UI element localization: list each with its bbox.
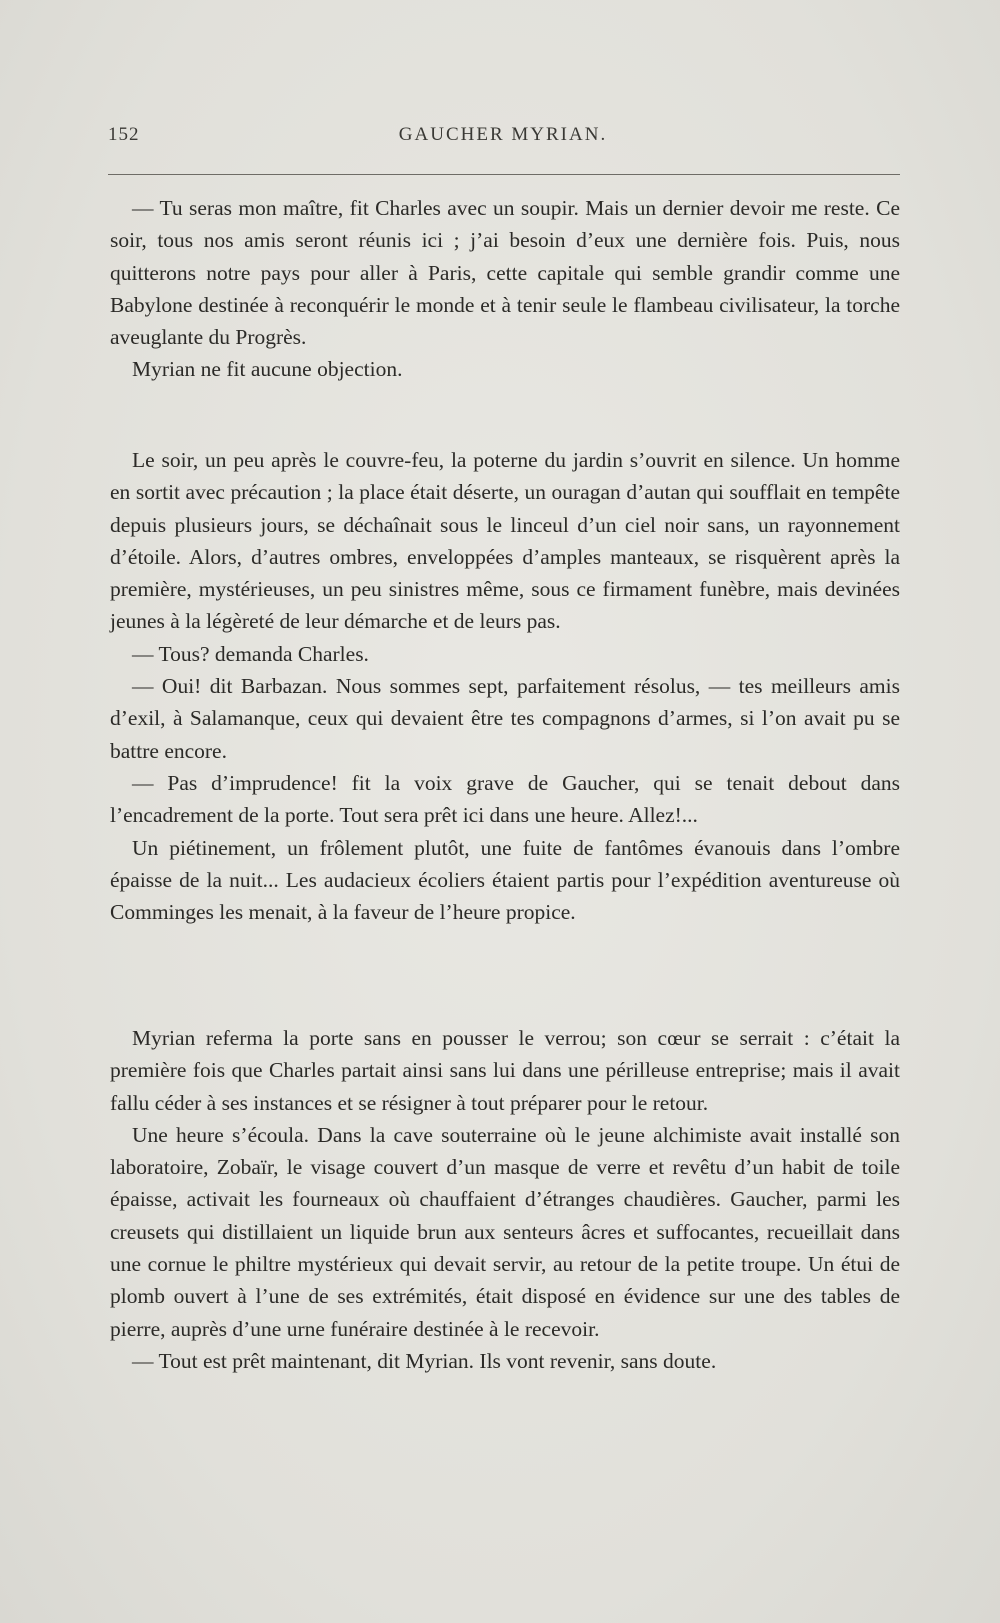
text-section-1 bbox=[110, 192, 900, 386]
paragraph: Le soir, un peu après le couvre-feu, la poterne du jardin s’ouvrit en silence. Un homme en sortit avec précaution ; la place était déserte, un ouragan d’autan qui soufflait en tempête depuis plusieurs jours, se déchaînait sous le linceul d’un ciel noir sans, un rayonnement d’étoile. Alors, d’autres ombres, enveloppées d’amples manteaux, se risquèrent après la première, mystérieuses, un peu sinistres même, sous ce firmament funèbre, mais devinées jeunes à la légèreté de leur démarche et de leurs pas. bbox=[110, 448, 900, 634]
paragraph: — Pas d’imprudence! fit la voix grave de Gaucher, qui se tenait debout dans l’encadrement de la porte. Tout sera prêt ici dans une heure. Allez!... bbox=[110, 770, 900, 828]
paragraph: Myrian referma la porte sans en pousser le verrou; son cœur se serrait : c’était la première fois que Charles partait ainsi sans lui dans une périlleuse entreprise; mais il avait fallu céder à ses instances et se résigner à tout préparer pour le retour. bbox=[110, 1026, 900, 1115]
paragraph: — Tout est prêt maintenant, dit Myrian. Ils vont revenir, sans doute. bbox=[132, 1348, 717, 1373]
text-section-2 bbox=[110, 444, 900, 928]
text-section-3 bbox=[110, 1022, 900, 1377]
header-rule bbox=[108, 174, 900, 175]
paragraph: — Tu seras mon maître, fit Charles avec un soupir. Mais un dernier devoir me reste. Ce soir, tous nos amis seront réunis ici ; j’ai besoin d’eux une dernière fois. Puis, nous quitterons notre pays pour aller à Paris, cette capitale qui semble grandir comme une Babylone destinée à reconquérir le monde et à tenir seule le flambeau civilisateur, la torche aveuglante du Progrès. bbox=[110, 196, 900, 350]
paragraph: Myrian ne fit aucune objection. bbox=[132, 357, 403, 382]
paragraph: Une heure s’écoula. Dans la cave souterraine où le jeune alchimiste avait installé son laboratoire, Zobaïr, le visage couvert d’un masque de verre et revêtu d’un habit de toile épaisse, activait les fourneaux où chauffaient d’étranges chaudières. Gaucher, parmi les creusets qui distillaient un liquide brun aux senteurs âcres et suffocantes, recueillait dans une cornue le philtre mystérieux qui devait servir, au retour de la petite troupe. Un étui de plomb ouvert à l’une de ses extrémités, était disposé en évidence sur une des tables de pierre, auprès d’une urne funéraire destinée à le recevoir. bbox=[110, 1122, 900, 1341]
page-header bbox=[108, 124, 898, 154]
paragraph: — Tous? demanda Charles. bbox=[132, 641, 369, 666]
paragraph: Un piétinement, un frôlement plutôt, une fuite de fantômes évanouis dans l’ombre épaisse de la nuit... Les audacieux écoliers étaient partis pour l’expédition aventureuse où Comminges les menait, à la faveur de l’heure propice. bbox=[110, 835, 900, 925]
running-title: GAUCHER MYRIAN. bbox=[398, 124, 608, 145]
paragraph: — Oui! dit Barbazan. Nous sommes sept, parfaitement résolus, — tes meilleurs amis d’exil, à Salamanque, ceux qui devaient être tes compagnons d’armes, si l’on avait pu se battre encore. bbox=[110, 674, 900, 763]
page-number: 152 bbox=[108, 124, 140, 145]
